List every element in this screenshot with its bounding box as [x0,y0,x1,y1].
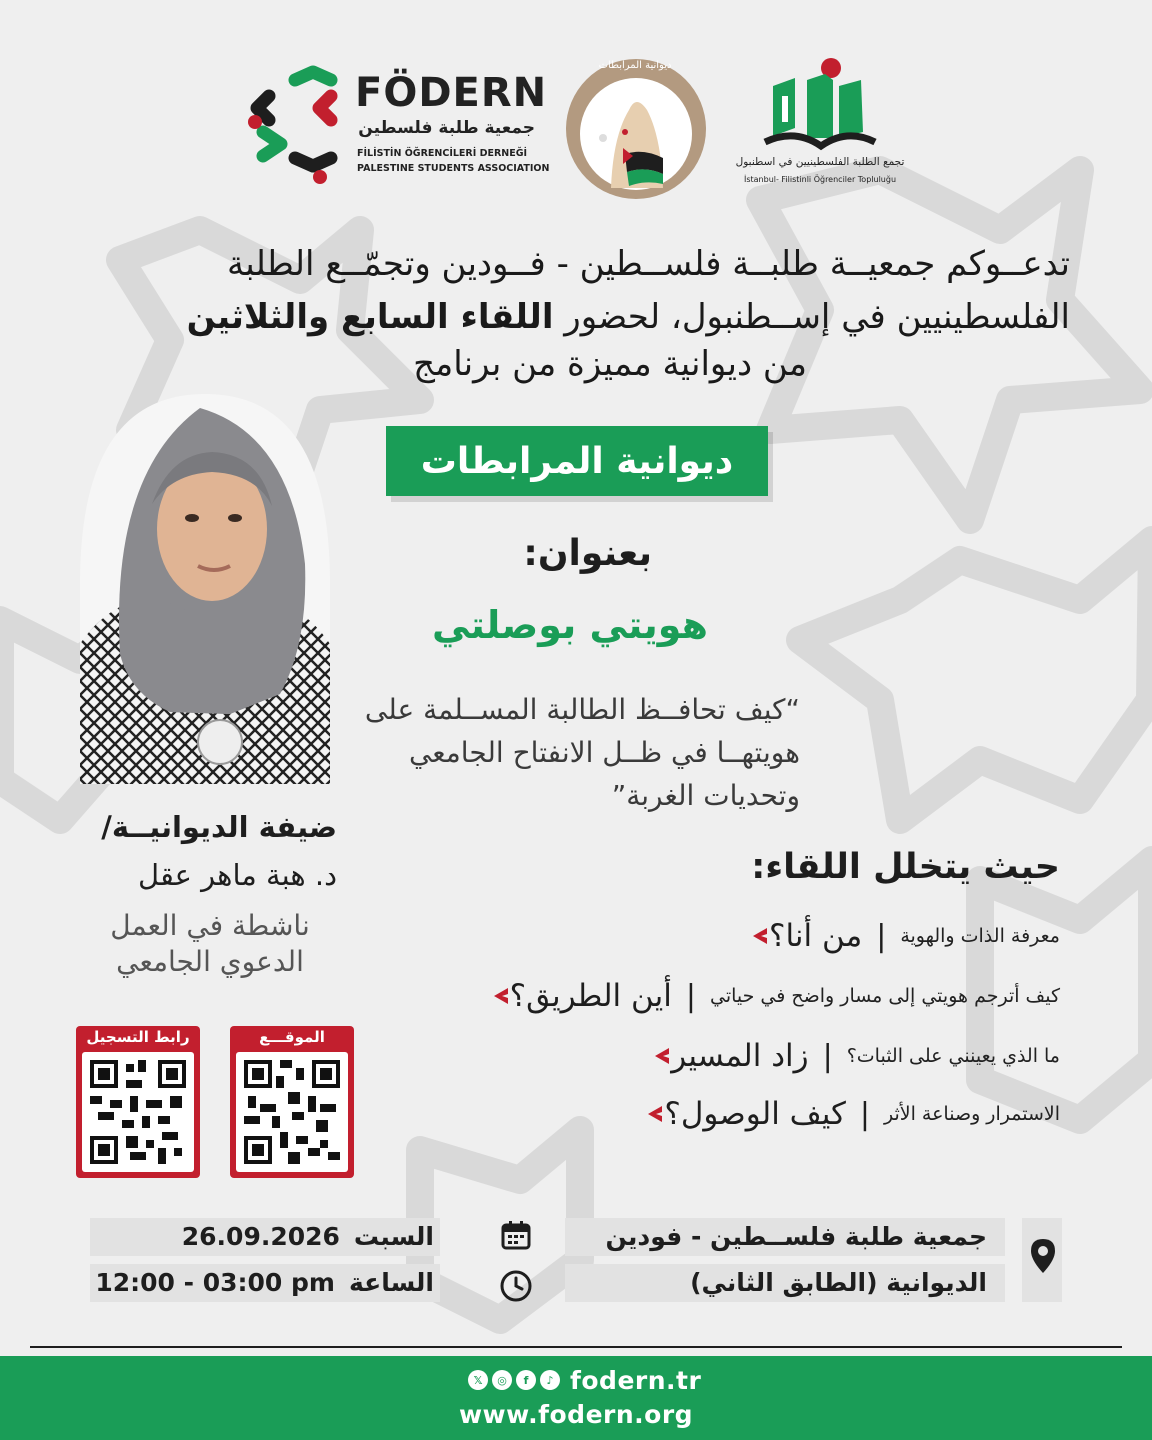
fodern-name: FÖDERN [355,70,548,116]
invitation-line-2-start: الفلسطينيين في إســطنبول، لحضور [553,297,1070,337]
guest-label: ضيفة الديوانيــة/ [101,810,337,844]
qr-code-icon [244,1060,340,1164]
location-qr-label: الموقـــع [259,1028,325,1046]
guest-name: د. هبة ماهر عقل [138,858,337,892]
chevron-bullet-icon [642,1103,664,1125]
topic-title: من أنا؟ [769,918,863,954]
event-time [95,1268,434,1297]
chevron-bullet-icon [488,985,510,1007]
footer [0,1356,1152,1440]
location-line-2: الديوانية (الطابق الثاني) [690,1268,987,1297]
location-qr-code[interactable] [236,1052,348,1172]
topic-title: أين الطريق؟ [509,978,672,1014]
facebook-icon[interactable]: f [516,1370,536,1390]
session-question: “كيف تحافــظ الطالبة المســلمة على هويتهــا في ظــل الانفتاح الجامعي وتحديات الغربة” [364,693,800,812]
time-value: 12:00 - 03:00 pm [95,1268,335,1297]
clock-icon [499,1269,533,1303]
topic-description: كيف أترجم هويتي إلى مسار واضح في حياتي [709,985,1060,1007]
footer-divider [30,1346,1122,1348]
location-qr-card[interactable] [230,1026,354,1178]
diwaniya-badge-logo [563,56,709,202]
topic-description: معرفة الذات والهوية [900,925,1060,947]
topic-item [632,1090,1060,1138]
social-handle[interactable]: fodern.tr [570,1366,702,1395]
guest-description: ناشطة في العمل الدعوي الجامعي [110,909,310,978]
topic-separator: | [859,1096,870,1132]
topic-title: كيف الوصول؟ [664,1096,846,1132]
day-label: السبت [353,1222,434,1251]
topic-separator: | [876,918,887,954]
fodern-arabic-name: جمعية طلبة فلسطين [358,118,535,138]
registration-qr-card[interactable] [76,1026,200,1178]
topic-separator: | [685,978,696,1014]
badge-text: ديوانية المرابطات [598,60,672,71]
topic-title: زاد المسير [671,1038,809,1074]
invitation-line-3: من ديوانية مميزة من برنامج [413,344,807,384]
instagram-icon[interactable]: ◎ [492,1370,512,1390]
x-icon[interactable]: 𝕏 [468,1370,488,1390]
program-name-box [386,426,768,496]
social-icons [468,1370,560,1390]
fodern-english-name: PALESTINE STUDENTS ASSOCIATION [357,163,550,174]
topic-item [478,972,1060,1020]
invitation-line-1: تدعــوكم جمعيــة طلبــة فلســطين - فــودين وتجمّــع الطلبة [227,244,1070,284]
program-name: ديوانية المرابطات [420,440,734,482]
gathering-arabic-name: تجمع الطلبة الفلسطينيين في اسطنبول [735,156,905,168]
registration-qr-code[interactable] [82,1052,194,1172]
topic-item [639,1032,1060,1080]
location-line-1: جمعية طلبة فلســطين - فودين [605,1222,987,1251]
time-label: الساعة [348,1268,434,1297]
title-label: بعنوان: [523,533,652,574]
calendar-icon [500,1219,532,1251]
event-date [182,1222,434,1251]
qr-code-icon [90,1060,186,1164]
invitation-text [70,238,1070,344]
date-value: 26.09.2026 [181,1222,340,1251]
tiktok-icon[interactable]: ♪ [540,1370,560,1390]
chevron-bullet-icon [649,1045,671,1067]
guest-photo [80,394,330,784]
meeting-number: اللقاء السابع والثلاثين [186,297,554,337]
website-link[interactable]: www.fodern.org [458,1400,694,1429]
topics-heading: حيث يتخلل اللقاء: [751,847,1060,887]
session-title: هويتي بوصلتي [432,603,708,647]
chevron-bullet-icon [747,925,769,947]
topic-description: ما الذي يعينني على الثبات؟ [846,1045,1060,1067]
topic-description: الاستمرار وصناعة الأثر [883,1103,1060,1125]
location-pin-icon [1030,1238,1056,1274]
topic-item [737,912,1060,960]
invitation-line-2 [70,291,1070,344]
fodern-turkish-name: FİLİSTİN ÖĞRENCİLERİ DERNEĞİ [357,148,528,159]
registration-qr-label: رابط التسجيل [86,1028,190,1046]
gathering-logo [735,58,910,193]
topic-separator: | [822,1038,833,1074]
gathering-turkish-name: İstanbul- Filistinli Öğrenciler Topluluğu [743,175,897,184]
